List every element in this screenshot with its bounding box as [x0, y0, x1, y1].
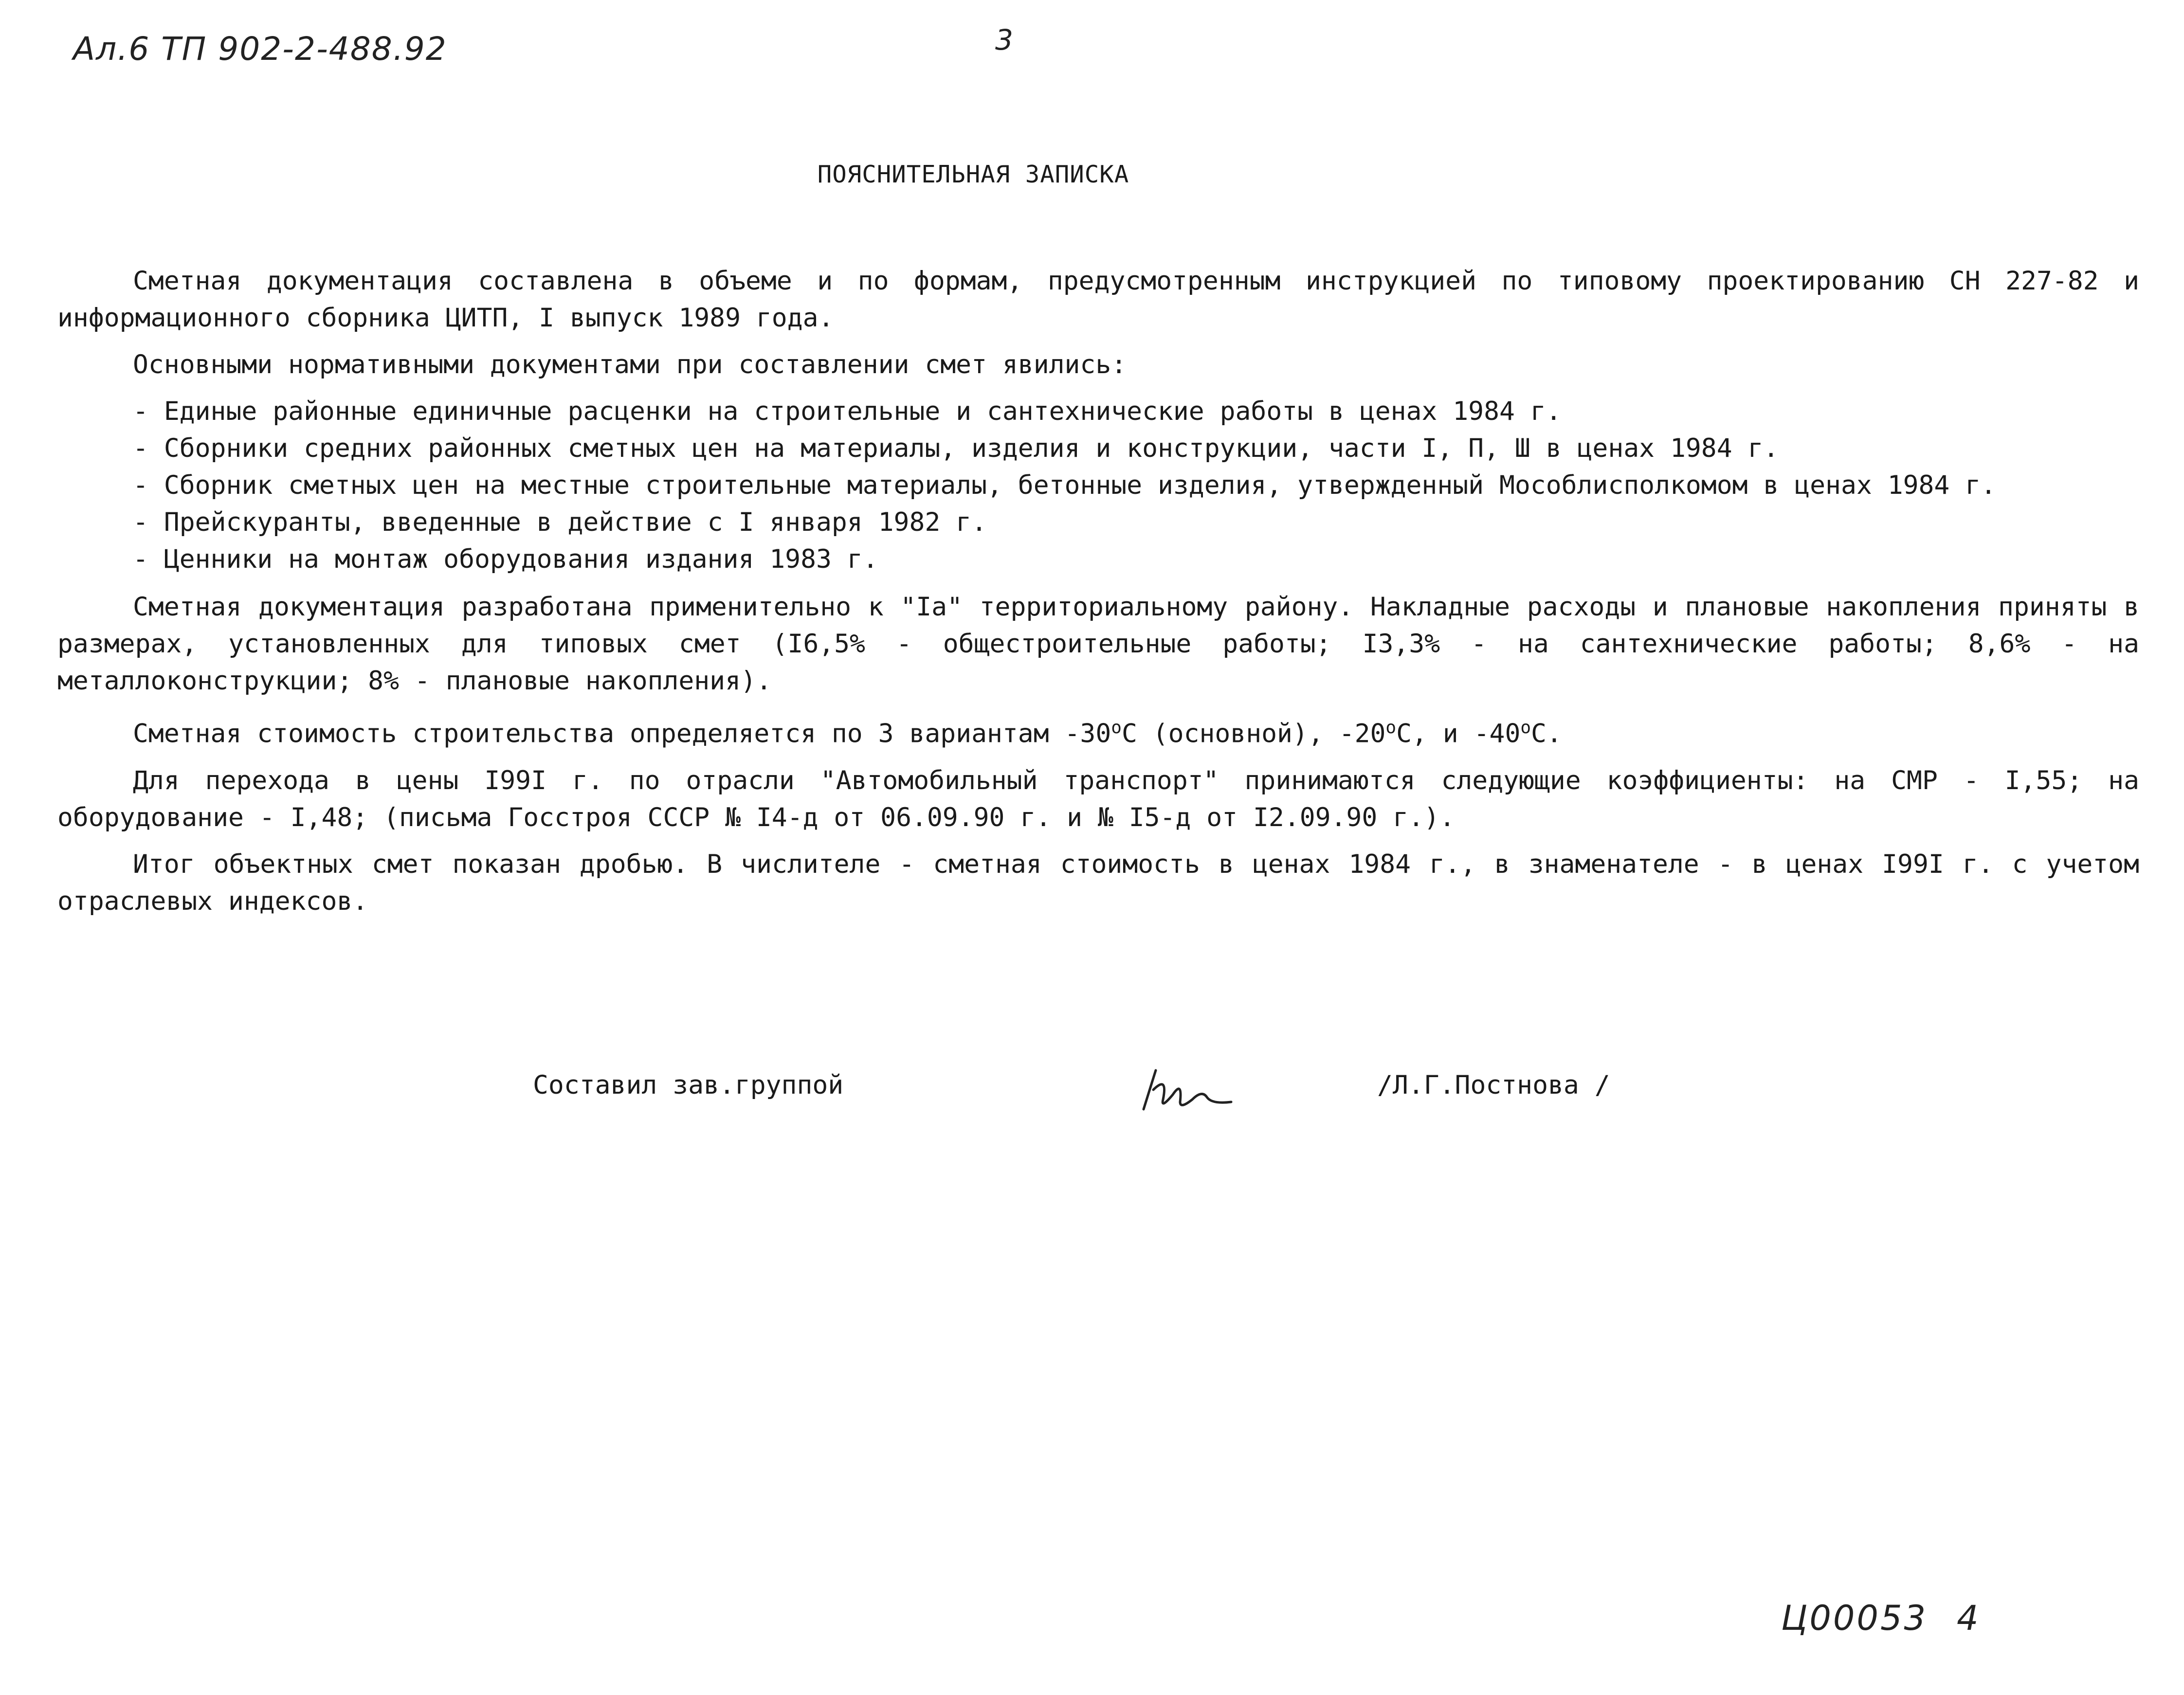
paragraph-1: Сметная документация составлена в объеме и по формам, предусмотренным инструкцией по типовому проектированию СН 227-82 и информационного сборника ЦИТП, I выпуск 1989 года. [57, 266, 2139, 333]
degree-mark: о [1385, 718, 1397, 738]
list-item: - Прейскуранты, введенные в действие с I января 1982 г. [57, 504, 2139, 541]
list-item: - Сборники средних районных сметных цен на материалы, изделия и конструкции, части I, П, Ш в ценах 1984 г. [57, 430, 2139, 467]
list-item: - Ценники на монтаж оборудования издания 1983 г. [57, 541, 2139, 578]
handwritten-signature [1134, 1061, 1241, 1119]
signature-label: Составил зав.группой [533, 1070, 844, 1100]
paragraph-6: Итог объектных смет показан дробью. В числителе - сметная стоимость в ценах 1984 г., в знаменателе - в ценах I99I г. с учетом отраслевых индексов. [57, 849, 2139, 916]
degree-mark: о [1520, 718, 1531, 738]
paragraph-3: Сметная документация разработана применительно к "Iа" территориальному району. Накладные расходы и плановые накопления приняты в размерах, установленных для типовых смет (I6,5% - общестроительные работы; I3,3% - на сантехнические работы; 8,6% - на металлоконструкции; 8% - плановые накопления). [57, 592, 2139, 696]
paragraph-5: Для перехода в цены I99I г. по отрасли "Автомобильный транспорт" принимаются следующие коэффициенты: на СМР - I,55; на оборудование - I,48; (письма Госстроя СССР № I4-д от 06.09.90 г. и № I5-д от I2.09.90 г.). [57, 765, 2139, 832]
sheet-number: 4 [1957, 1598, 1981, 1638]
document-body [57, 263, 2139, 930]
degree-mark: о [1111, 718, 1122, 738]
p4-text-3: С, и -40 [1396, 719, 1521, 749]
p4-text-2: С (основной), -20 [1121, 719, 1386, 749]
normative-docs-list [57, 393, 2139, 578]
paragraph-2: Основными нормативными документами при составлении смет явились: [133, 350, 1127, 379]
list-item: - Сборник сметных цен на местные строительные материалы, бетонные изделия, утвержденный Мособлисполкомом в ценах 1984 г. [57, 467, 2139, 504]
list-item: - Единые районные единичные расценки на строительные и сантехнические работы в ценах 1984 г. [57, 393, 2139, 430]
code-number: Ц00053 [1781, 1598, 1928, 1638]
paragraph-4 [57, 709, 2139, 753]
signatory-name: /Л.Г.Постнова / [1377, 1070, 1610, 1100]
p4-text-1: Сметная стоимость строительства определяется по 3 вариантам -30 [133, 719, 1111, 749]
page-number: 3 [995, 23, 1014, 56]
document-code [1781, 1598, 1981, 1638]
document-reference: Ал.6 ТП 902-2-488.92 [73, 30, 447, 68]
page-title: ПОЯСНИТЕЛЬНАЯ ЗАПИСКА [817, 161, 1129, 188]
p4-text-4: С. [1531, 719, 1562, 749]
